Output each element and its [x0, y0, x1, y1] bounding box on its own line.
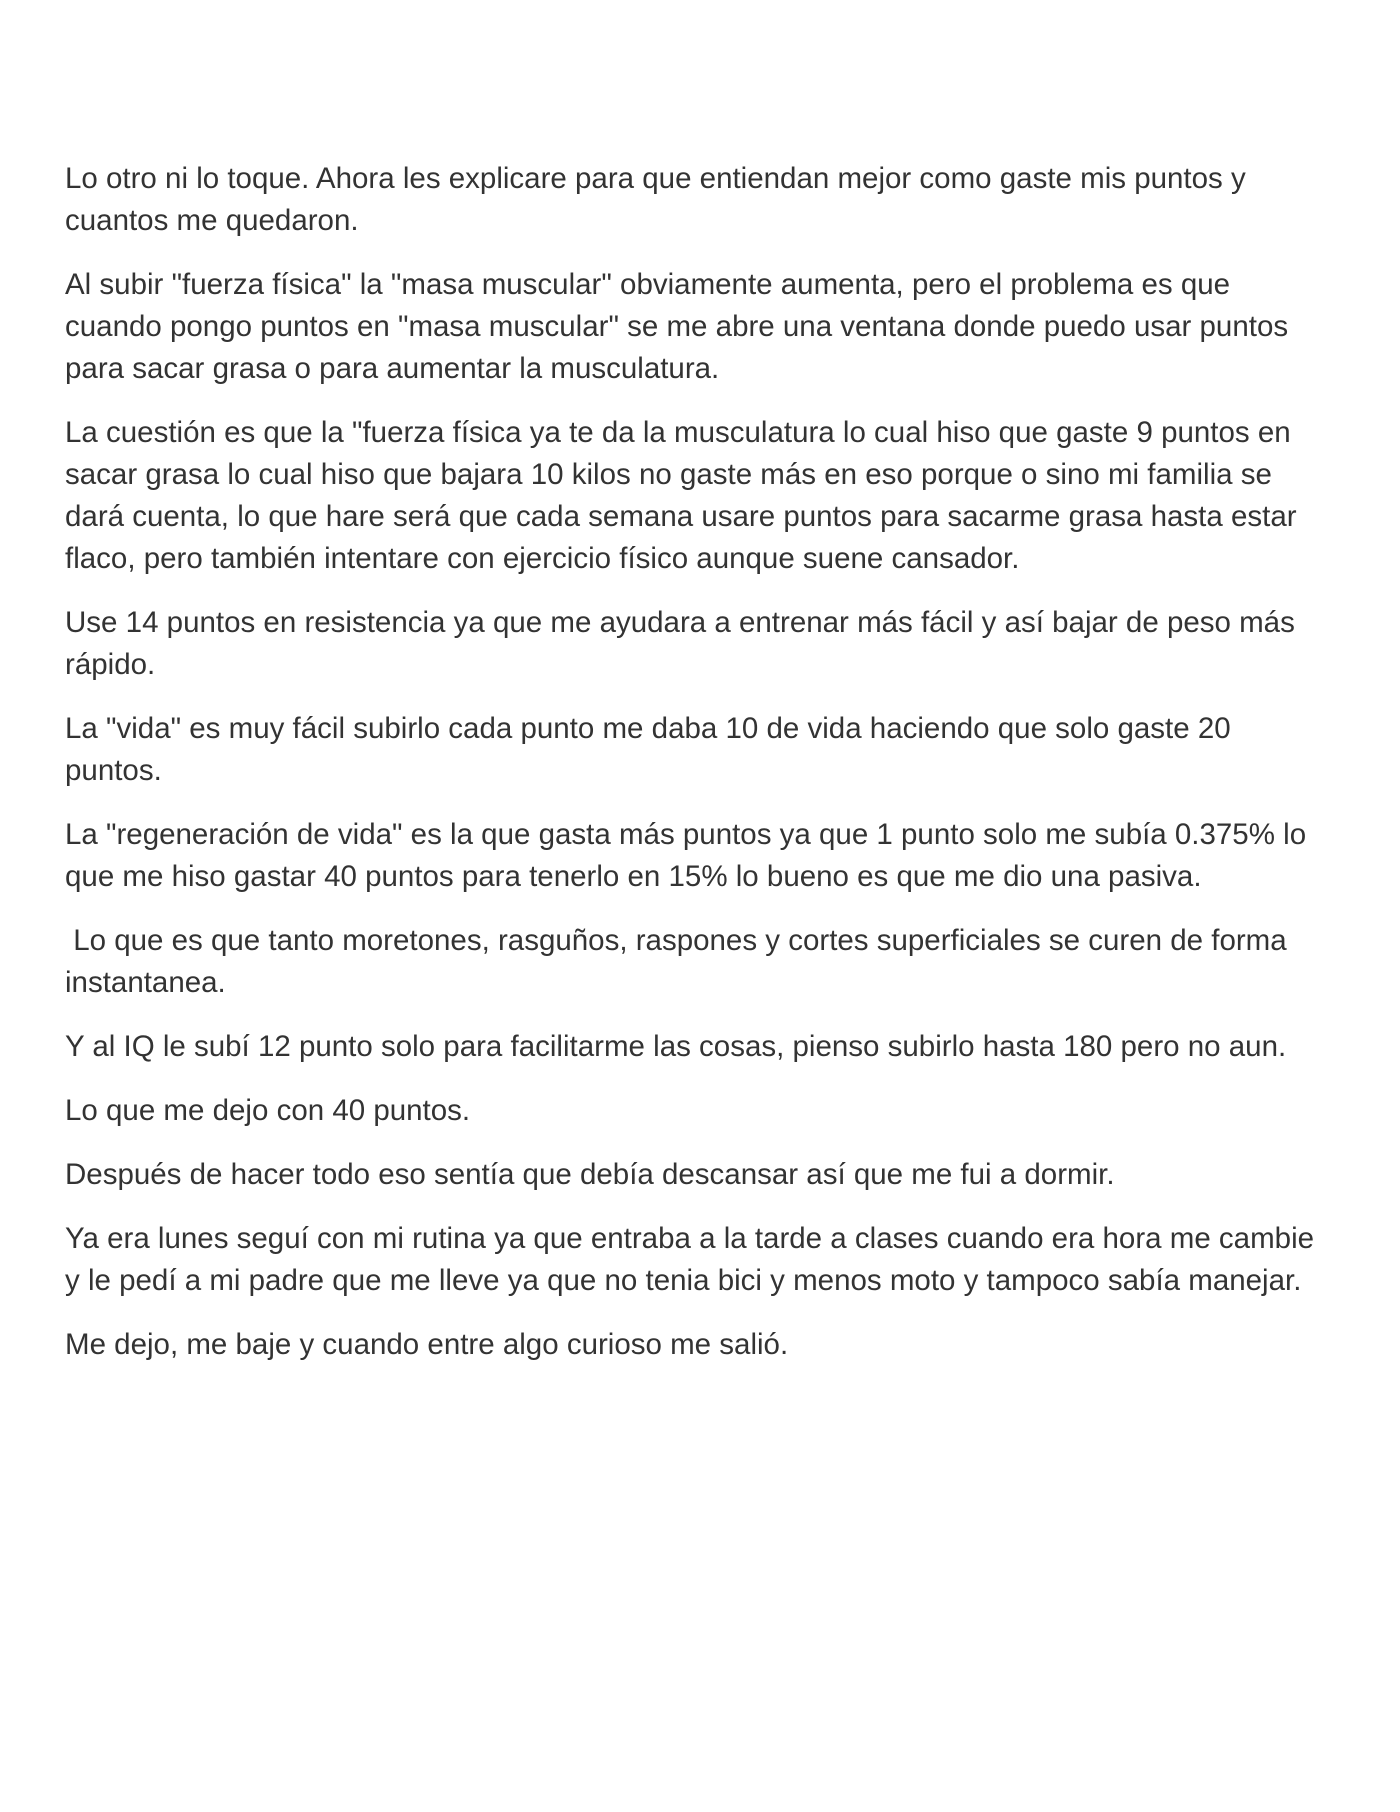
- paragraph: Y al IQ le subí 12 punto solo para facilitarme las cosas, pienso subirlo hasta 180 pero no aun.: [65, 1030, 1287, 1063]
- paragraph: La cuestión es que la "fuerza física ya te da la musculatura lo cual hiso que gaste 9 puntos en sacar grasa lo cual hiso que bajara 10 kilos no gaste más en eso porque o sino mi familia se dará cuenta, lo que hare será que cada semana usare puntos para sacarme grasa hasta estar flaco, pero también intentare con ejercicio físico aunque suene cansador.: [65, 416, 1305, 575]
- paragraph: Lo otro ni lo toque. Ahora les explicare para que entiendan mejor como gaste mis puntos y cuantos me quedaron.: [65, 162, 1254, 237]
- paragraph: Me dejo, me baje y cuando entre algo curioso me salió.: [65, 1328, 789, 1361]
- paragraph: Al subir "fuerza física" la "masa muscular" obviamente aumenta, pero el problema es que cuando pongo puntos en "masa muscular" se me abre una ventana donde puedo usar puntos para sacar grasa o para aumentar la musculatura.: [65, 268, 1297, 385]
- paragraph: La "vida" es muy fácil subirlo cada punto me daba 10 de vida haciendo que solo gaste 20 puntos.: [65, 712, 1239, 787]
- paragraph: Lo que es que tanto moretones, rasguños, raspones y cortes superficiales se curen de forma instantanea.: [65, 924, 1295, 999]
- paragraph: Lo que me dejo con 40 puntos.: [65, 1094, 471, 1127]
- paragraph: Ya era lunes seguí con mi rutina ya que entraba a la tarde a clases cuando era hora me cambie y le pedí a mi padre que me lleve ya que no tenia bici y menos moto y tampoco sabía manejar.: [65, 1222, 1323, 1297]
- document-body: [65, 158, 1335, 1388]
- paragraph: La "regeneración de vida" es la que gasta más puntos ya que 1 punto solo me subía 0.375% lo que me hiso gastar 40 puntos para tenerlo en 15% lo bueno es que me dio una pasiva.: [65, 818, 1315, 893]
- paragraph: Use 14 puntos en resistencia ya que me ayudara a entrenar más fácil y así bajar de peso más rápido.: [65, 606, 1304, 681]
- paragraph: Después de hacer todo eso sentía que debía descansar así que me fui a dormir.: [65, 1158, 1115, 1191]
